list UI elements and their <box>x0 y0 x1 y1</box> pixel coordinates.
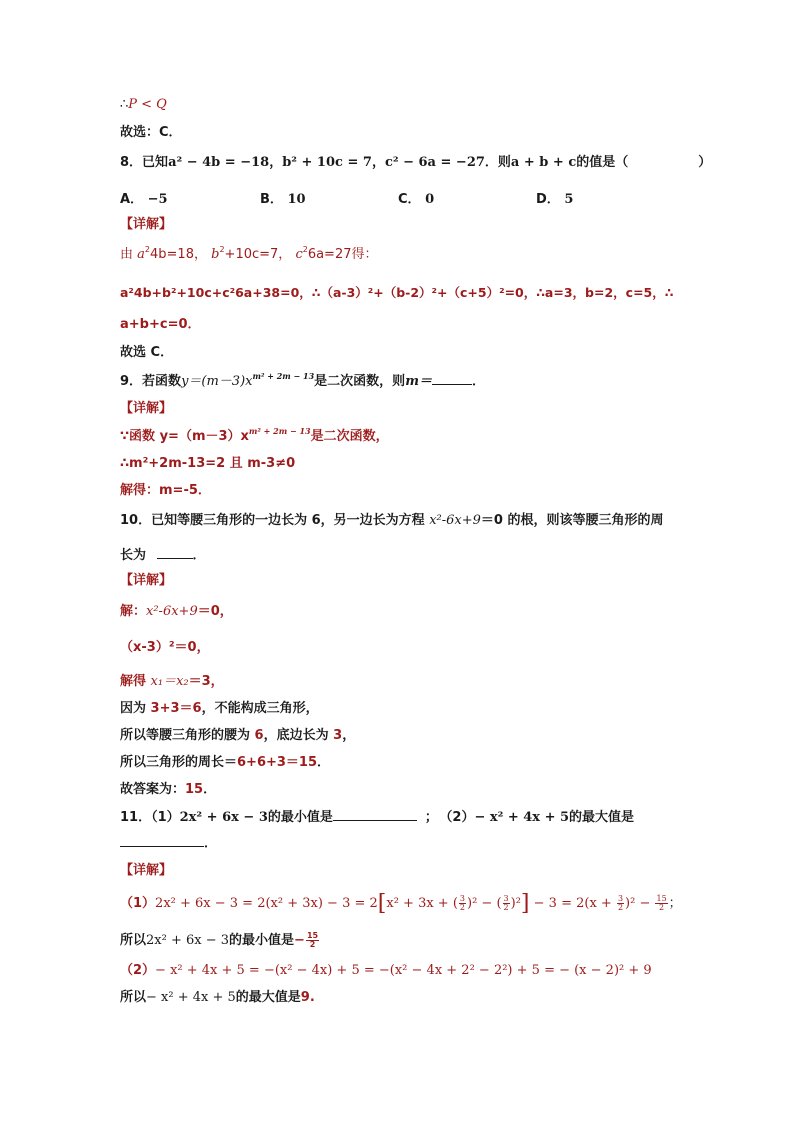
fraction-3-2 <box>617 895 624 912</box>
q8-sol1-a: a <box>137 247 145 262</box>
q11-sol1-c: )² − ( <box>467 896 502 911</box>
q11-sol1-b: x² + 3x + ( <box>386 896 458 911</box>
frac-den: 2 <box>309 940 316 949</box>
q10-number: 10． <box>120 513 152 528</box>
q9-var: m＝ <box>405 374 432 389</box>
fraction-15-2 <box>655 895 667 912</box>
q8-sol1-b: 4b=18， <box>150 247 207 262</box>
q10-sol7-post: ． <box>203 782 217 797</box>
q8-stem-post: ．则 <box>484 155 511 170</box>
q10-sol5-mid: ，底边长为 <box>263 728 329 743</box>
q9-solution-line-3 <box>120 482 211 500</box>
fraction-3-2 <box>503 895 510 912</box>
fraction-3-2 <box>459 895 466 912</box>
q8-eq3: c² − 6a = −27 <box>384 155 485 170</box>
q11-stem-end: ． <box>204 836 218 851</box>
q11-part2-label: （2） <box>445 810 475 825</box>
q9-detail-heading: 【详解】 <box>120 401 173 416</box>
q10-sol6-eq: 6+6+3＝15 <box>237 755 318 770</box>
q10-stem-c: 长为 <box>120 548 147 563</box>
frac-num: 3 <box>503 894 509 903</box>
q11-stem-line-2 <box>120 834 217 853</box>
option-value: 10 <box>287 192 306 207</box>
q11-solution-line-3 <box>120 962 652 980</box>
option-label: B． <box>260 192 283 207</box>
option-value: −5 <box>147 192 168 207</box>
q8-stem <box>120 154 711 172</box>
q10-sol5-b: 3 <box>333 728 343 743</box>
q10-sol4-eq: 3+3＝6 <box>150 701 202 716</box>
q8-detail-heading: 【详解】 <box>120 217 173 232</box>
conclusion-math: P < Q <box>128 97 167 112</box>
q10-stem-eq: x²-6x+9 <box>429 513 481 528</box>
q8-sol1-d: +10c=7， <box>224 247 292 262</box>
q9-sol1-pre: ∵函数 y=（m－3）x <box>120 429 249 444</box>
option-label: D． <box>536 192 560 207</box>
prev-answer: 故选：C． <box>120 125 182 140</box>
q10-sol4-pre: 因为 <box>120 701 147 716</box>
q10-solution-line-5 <box>120 727 355 745</box>
q8-eq1: a² − 4b = −18 <box>168 155 270 170</box>
q9-func: y＝(m－3)x <box>181 374 253 389</box>
q11-sol1-label: （1） <box>120 896 156 911</box>
q11-stem-line-1 <box>120 808 634 827</box>
q10-solution-line-4 <box>120 700 319 718</box>
option-value: 5 <box>564 192 574 207</box>
q10-sol3-post: ＝3， <box>188 674 224 689</box>
q11-part2-text: 的最大值是 <box>569 810 635 825</box>
q10-solution-line-2: （x-3）²＝0， <box>120 640 210 655</box>
frac-den: 2 <box>659 903 665 912</box>
q11-sol4-pre: 所以 <box>120 990 147 1005</box>
left-bracket: [ <box>377 891 387 916</box>
q11-sol4-end: . <box>309 990 315 1005</box>
q11-sol1-f: )² − <box>625 896 655 911</box>
q8-solution-line-1 <box>120 246 378 264</box>
fraction-15-2 <box>306 932 319 949</box>
option-value: 0 <box>425 192 435 207</box>
q9-solution-line-2: ∴m²+2m-13=2 且 m-3≠0 <box>120 456 296 471</box>
q10-sol7-val: 15 <box>185 782 204 797</box>
q10-sol3-pre: 解得 <box>120 674 147 689</box>
q8-number: 8． <box>120 155 143 170</box>
q9-exponent: m² + 2m − 13 <box>252 371 315 381</box>
q10-stem-a: 已知等腰三角形的一边长为 6，另一边长为方程 <box>151 513 425 528</box>
q11-part1-expr: 2x² + 6x − 3 <box>179 810 268 825</box>
q8-target: a + b + c <box>510 155 577 170</box>
q11-sol4-expr: − x² + 4x + 5 <box>146 990 236 1005</box>
q8-solution-line-3: a+b+c=0． <box>120 317 201 332</box>
q8-sol1-c: b <box>211 247 220 262</box>
prev-conclusion <box>120 96 167 114</box>
q11-solution-line-1 <box>120 891 682 916</box>
q8-options <box>120 188 720 206</box>
q11-solution-line-4 <box>120 989 315 1007</box>
q10-sol1-eq: x²-6x+9 <box>146 604 198 619</box>
frac-num: 15 <box>656 894 667 903</box>
q8-sol1-pre: 由 <box>120 247 134 262</box>
option-label: C． <box>398 192 421 207</box>
q10-answer-blank[interactable] <box>157 546 193 559</box>
q11-number: 11． <box>120 810 152 825</box>
q8-paren-close: ） <box>698 155 712 170</box>
q11-sol1-end: ； <box>668 896 682 911</box>
q8-sol1-f: 6a=27得： <box>307 247 378 262</box>
q10-sol3-eq: x₁＝x₂ <box>150 674 189 689</box>
q11-sol4-val: 9 <box>300 990 310 1005</box>
q11-part2-expr: − x² + 4x + 5 <box>474 810 570 825</box>
q10-sol5-post: ， <box>342 728 356 743</box>
sup-2: 2 <box>219 245 225 254</box>
frac-den: 2 <box>459 903 466 912</box>
q11-sol2-text: 的最小值是 <box>229 933 295 948</box>
q8-eq2: b² + 10c = 7 <box>282 155 372 170</box>
q11-sol2-expr: 2x² + 6x − 3 <box>146 933 230 948</box>
q11-sep: ； <box>424 810 438 825</box>
q8-sep1: ， <box>269 155 283 170</box>
right-bracket: ] <box>520 891 530 916</box>
q8-solution-line-2: a²4b+b²+10c+c²6a+38=0，∴（a-3）²+（b-2）²+（c+5）²=0，∴a=3，b=2，c=5，∴ <box>120 285 674 300</box>
q10-sol5-a: 6 <box>254 728 264 743</box>
q9-stem <box>120 372 485 391</box>
q8-option-a[interactable] <box>120 188 168 207</box>
q9-sol3: 解得：m=-5． <box>120 483 211 498</box>
q8-answer: 故选 C． <box>120 345 174 360</box>
option-label: A． <box>120 192 144 207</box>
frac-num: 3 <box>617 894 624 903</box>
q9-stem-pre: 若函数 <box>142 374 182 389</box>
frac-den: 2 <box>617 903 624 912</box>
q10-sol6-pre: 所以三角形的周长＝ <box>120 755 238 770</box>
q10-solution-line-3 <box>120 673 224 691</box>
q8-stem-end: 的值是（ <box>576 155 629 170</box>
q11-sol3-expr: − x² + 4x + 5 = −(x² − 4x) + 5 = −(x² − 4x + 2² − 2²) + 5 = − (x − 2)² + 9 <box>155 963 652 978</box>
q11-sol4-text: 的最大值是 <box>235 990 301 1005</box>
q11-solution-line-2 <box>120 932 320 950</box>
q8-option-d[interactable] <box>536 188 573 207</box>
q9-stem-end: ． <box>471 374 485 389</box>
q10-sol6-post: ． <box>317 755 331 770</box>
q11-sol1-e: − 3 = 2(x + <box>529 896 616 911</box>
frac-den: 2 <box>503 903 509 912</box>
sup-2: 2 <box>302 245 308 254</box>
q11-part1-blank[interactable] <box>333 808 417 821</box>
sup-2: 2 <box>144 245 151 254</box>
q9-solution-line-1 <box>120 428 389 446</box>
q10-solution-line-7 <box>120 781 216 799</box>
q8-option-b[interactable] <box>260 188 306 207</box>
q10-detail-heading: 【详解】 <box>120 573 173 588</box>
q10-stem-end: ． <box>192 548 206 563</box>
q9-sol1-exp: m² + 2m − 13 <box>248 426 311 436</box>
q10-stem-line-2 <box>120 546 206 565</box>
q11-sol2-pre: 所以 <box>120 933 147 948</box>
q11-part1-label: （1） <box>151 810 180 825</box>
q9-number: 9． <box>120 374 143 389</box>
q10-sol5-pre: 所以等腰三角形的腰为 <box>120 728 251 743</box>
q11-detail-heading: 【详解】 <box>120 863 173 878</box>
q11-part2-blank[interactable] <box>120 834 204 847</box>
q10-sol1-post: ＝0， <box>197 604 233 619</box>
q11-sol1-a: 2x² + 6x − 3 = 2(x² + 3x) − 3 = 2 <box>155 896 378 911</box>
q10-sol1-pre: 解： <box>120 604 147 619</box>
q9-sol1-post: 是二次函数， <box>310 429 389 444</box>
frac-num: 3 <box>459 894 466 903</box>
q10-stem-line-1 <box>120 512 663 530</box>
therefore-symbol: ∴ <box>120 97 129 112</box>
frac-num: 15 <box>306 931 319 940</box>
q10-sol4-post: ，不能构成三角形， <box>201 701 319 716</box>
q11-sol1-d: )² <box>510 896 521 911</box>
q10-sol7-pre: 故答案为： <box>120 782 186 797</box>
q11-part1-text: 的最小值是 <box>267 810 333 825</box>
q11-sol3-label: （2） <box>120 963 156 978</box>
q8-sep2: ， <box>371 155 385 170</box>
q10-solution-line-6 <box>120 754 330 772</box>
q8-option-c[interactable] <box>398 188 434 207</box>
q11-sol2-val: − <box>294 933 305 948</box>
q10-stem-b: ＝0 的根，则该等腰三角形的周 <box>480 513 664 528</box>
q10-solution-line-1 <box>120 603 233 621</box>
q9-answer-blank[interactable] <box>432 372 472 385</box>
q8-stem-pre: 已知 <box>142 155 169 170</box>
q8-sol1-e: c <box>295 247 303 262</box>
q9-stem-post: 是二次函数，则 <box>314 374 406 389</box>
